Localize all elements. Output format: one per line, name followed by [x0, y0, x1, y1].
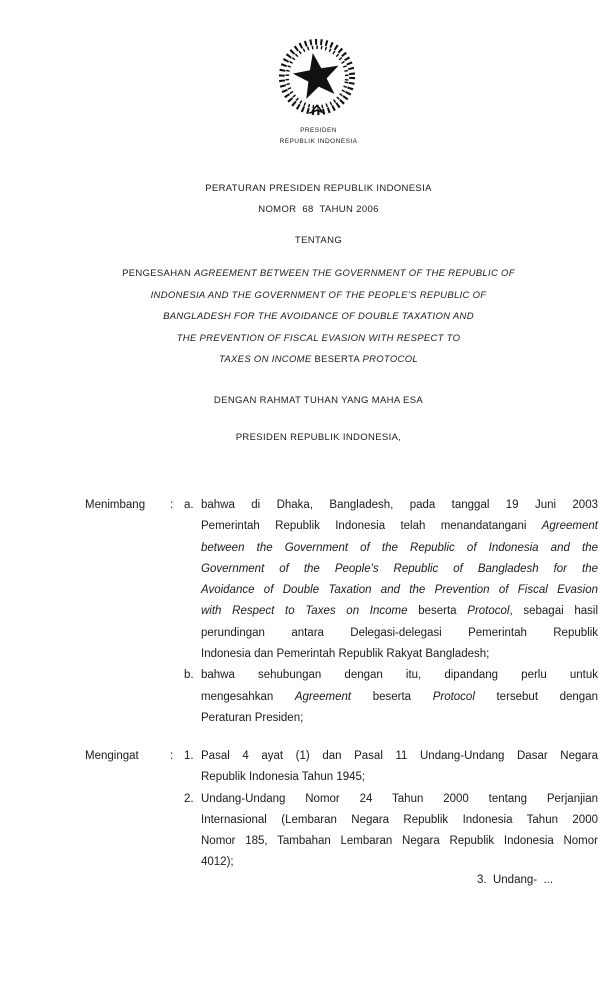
item-text [201, 789, 598, 874]
text-line: bahwa sehubungan dengan itu, dipandang perlu untuk [201, 669, 598, 682]
text-line: BANGLADESH FOR THE AVOIDANCE OF DOUBLE TAXATION AND [163, 311, 474, 322]
star-wreath-seal-icon [276, 37, 358, 119]
item-marker: b. [184, 669, 194, 682]
regulation-number-line: NOMOR 68 TAHUN 2006 [258, 204, 379, 215]
mengingat-items [184, 746, 598, 874]
text-line: bahwa di Dhaka, Bangladesh, pada tanggal 19 Juni 2003 [201, 499, 598, 511]
text-line: INDONESIA AND THE GOVERNMENT OF THE PEOPLE’S REPUBLIC OF [150, 289, 487, 301]
mengingat-colon: : [170, 750, 174, 762]
text-line: Peraturan Presiden; [201, 711, 304, 724]
text-line: between the Government of the Republic of Indonesia and the [201, 541, 598, 554]
item-text [201, 665, 598, 729]
item-marker: a. [184, 499, 194, 511]
menimbang-items [184, 495, 598, 729]
mengingat-item-1 [184, 746, 598, 789]
text-line: Nomor 185, Tambahan Lembaran Negara Republik Indonesia Nomor [201, 835, 598, 848]
tentang-label: TENTANG [294, 235, 343, 246]
item-marker: 1. [184, 750, 194, 762]
catchword: 3. Undang- ... [477, 874, 554, 886]
item-text [201, 495, 598, 665]
text-line: Internasional (Lembaran Negara Republik Indonesia Tahun 2000 [201, 813, 598, 826]
text-line: Pasal 4 ayat (1) dan Pasal 11 Undang-Undang Dasar Negara [201, 750, 598, 762]
text-line: TAXES ON INCOME BESERTA PROTOCOL [219, 354, 418, 365]
mengingat-item-2 [184, 789, 598, 874]
text-line: THE PREVENTION OF FISCAL EVASION WITH RESPECT TO [176, 332, 461, 344]
item-marker: 2. [184, 792, 194, 805]
letterhead-line-presiden: PRESIDEN [300, 127, 337, 134]
menimbang-colon: : [170, 499, 174, 511]
text-line: Avoidance of Double Taxation and the Prevention of Fiscal Evasion [201, 584, 598, 597]
text-line: Indonesia dan Pemerintah Republik Rakyat Bangladesh; [201, 648, 490, 661]
text-line: 4012); [201, 856, 234, 869]
text-line: with Respect to Taxes on Income beserta Protocol, sebagai hasil [201, 605, 599, 618]
menimbang-item-a [184, 495, 598, 665]
letterhead-line-republik: REPUBLIK INDONESIA [279, 137, 358, 145]
text-line: Undang-Undang Nomor 24 Tahun 2000 tentang Perjanjian [201, 792, 598, 805]
letterhead [50, 126, 587, 147]
regulation-subject [50, 263, 587, 371]
invocation-line: DENGAN RAHMAT TUHAN YANG MAHA ESA [213, 395, 424, 406]
menimbang-item-b [184, 665, 598, 729]
menimbang-label: Menimbang [85, 499, 146, 511]
text-line: Republik Indonesia Tahun 1945; [201, 771, 366, 784]
item-text [201, 746, 598, 789]
mengingat-section [85, 746, 598, 874]
regulation-title [50, 178, 587, 220]
text-line: Government of the People's Republic of Bangladesh for the [201, 562, 598, 575]
mengingat-label: Mengingat [85, 750, 139, 762]
menimbang-section [85, 495, 598, 729]
text-line: perundingan antara Delegasi-delegasi Pemerintah Republik [201, 626, 598, 639]
text-line: Pemerintah Republik Indonesia telah menandatangani Agreement [201, 520, 598, 533]
text-line: PENGESAHAN AGREEMENT BETWEEN THE GOVERNMENT OF THE REPUBLIC OF [122, 268, 515, 279]
issuer-line: PRESIDEN REPUBLIK INDONESIA, [235, 432, 402, 443]
text-line: mengesahkan Agreement beserta Protocol tersebut dengan [201, 690, 598, 703]
regulation-title-line: PERATURAN PRESIDEN REPUBLIK INDONESIA [205, 183, 432, 194]
